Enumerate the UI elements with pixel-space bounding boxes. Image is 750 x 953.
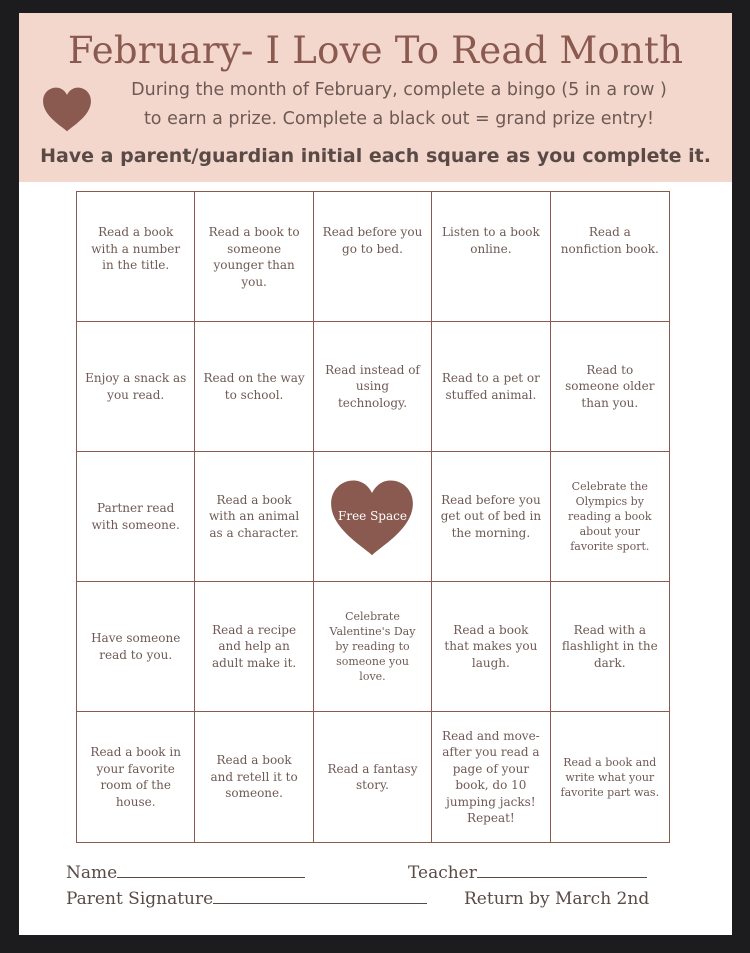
- name-field[interactable]: [66, 863, 305, 883]
- bingo-cell[interactable]: Read before you go to bed.: [314, 192, 432, 322]
- teacher-line[interactable]: [477, 863, 647, 878]
- bingo-cell[interactable]: Enjoy a snack as you read.: [77, 322, 195, 452]
- free-space-label: Free Space: [338, 509, 407, 524]
- bingo-cell[interactable]: Read a book that makes you laugh.: [432, 582, 550, 712]
- name-label: Name: [66, 863, 118, 883]
- bingo-grid: [76, 191, 670, 843]
- bingo-cell[interactable]: Read a book and retell it to someone.: [195, 712, 313, 842]
- bingo-cell[interactable]: Read and move- after you read a page of your book, do 10 jumping jacks! Repeat!: [432, 712, 550, 842]
- bingo-cell[interactable]: Celebrate the Olympics by reading a book about your favorite sport.: [551, 452, 669, 582]
- name-line[interactable]: [117, 863, 305, 878]
- description-line-2: to earn a prize. Complete a black out = grand prize entry!: [143, 109, 655, 129]
- bingo-cell[interactable]: Listen to a book online.: [432, 192, 550, 322]
- header-banner: [19, 13, 732, 182]
- page-title: February- I Love To Read Month: [67, 29, 684, 72]
- bingo-cell[interactable]: Read to a pet or stuffed animal.: [432, 322, 550, 452]
- bingo-cell[interactable]: Read a book and write what your favorite part was.: [560, 755, 660, 799]
- bingo-cell[interactable]: Read a recipe and help an adult make it.: [195, 582, 313, 712]
- teacher-label: Teacher: [408, 863, 477, 883]
- description-line-1: During the month of February, complete a bingo (5 in a row ): [131, 80, 667, 100]
- bingo-cell[interactable]: Read a book with an animal as a character.: [195, 452, 313, 582]
- bingo-cell[interactable]: Read on the way to school.: [195, 322, 313, 452]
- return-by-text: Return by March 2nd: [464, 889, 650, 909]
- parent-signature-label: Parent Signature: [66, 889, 214, 909]
- bingo-cell[interactable]: Read a fantasy story.: [314, 712, 432, 842]
- bingo-cell[interactable]: Have someone read to you.: [77, 582, 195, 712]
- bingo-cell[interactable]: Read a nonfiction book.: [551, 192, 669, 322]
- bingo-cell[interactable]: Partner read with someone.: [77, 452, 195, 582]
- teacher-field[interactable]: [408, 863, 647, 883]
- bingo-cell[interactable]: Read before you get out of bed in the morning.: [432, 452, 550, 582]
- heart-icon: [41, 83, 93, 135]
- bingo-cell[interactable]: Celebrate Valentine's Day by reading to someone you love.: [314, 582, 432, 712]
- bingo-cell[interactable]: Read a book with a number in the title.: [77, 192, 195, 322]
- free-space-cell[interactable]: [314, 452, 432, 582]
- bingo-cell[interactable]: Read a book in your favorite room of the house.: [77, 712, 195, 842]
- parent-signature-line[interactable]: [213, 889, 427, 904]
- bingo-sheet: [19, 13, 732, 935]
- bingo-cell[interactable]: Read to someone older than you.: [551, 322, 669, 452]
- instruction-text: Have a parent/guardian initial each square as you complete it.: [40, 145, 711, 167]
- parent-signature-field[interactable]: [66, 889, 427, 909]
- bingo-cell[interactable]: Read instead of using technology.: [314, 322, 432, 452]
- bingo-cell[interactable]: Read a book to someone younger than you.: [195, 192, 313, 322]
- bingo-cell[interactable]: Read with a flashlight in the dark.: [551, 582, 669, 712]
